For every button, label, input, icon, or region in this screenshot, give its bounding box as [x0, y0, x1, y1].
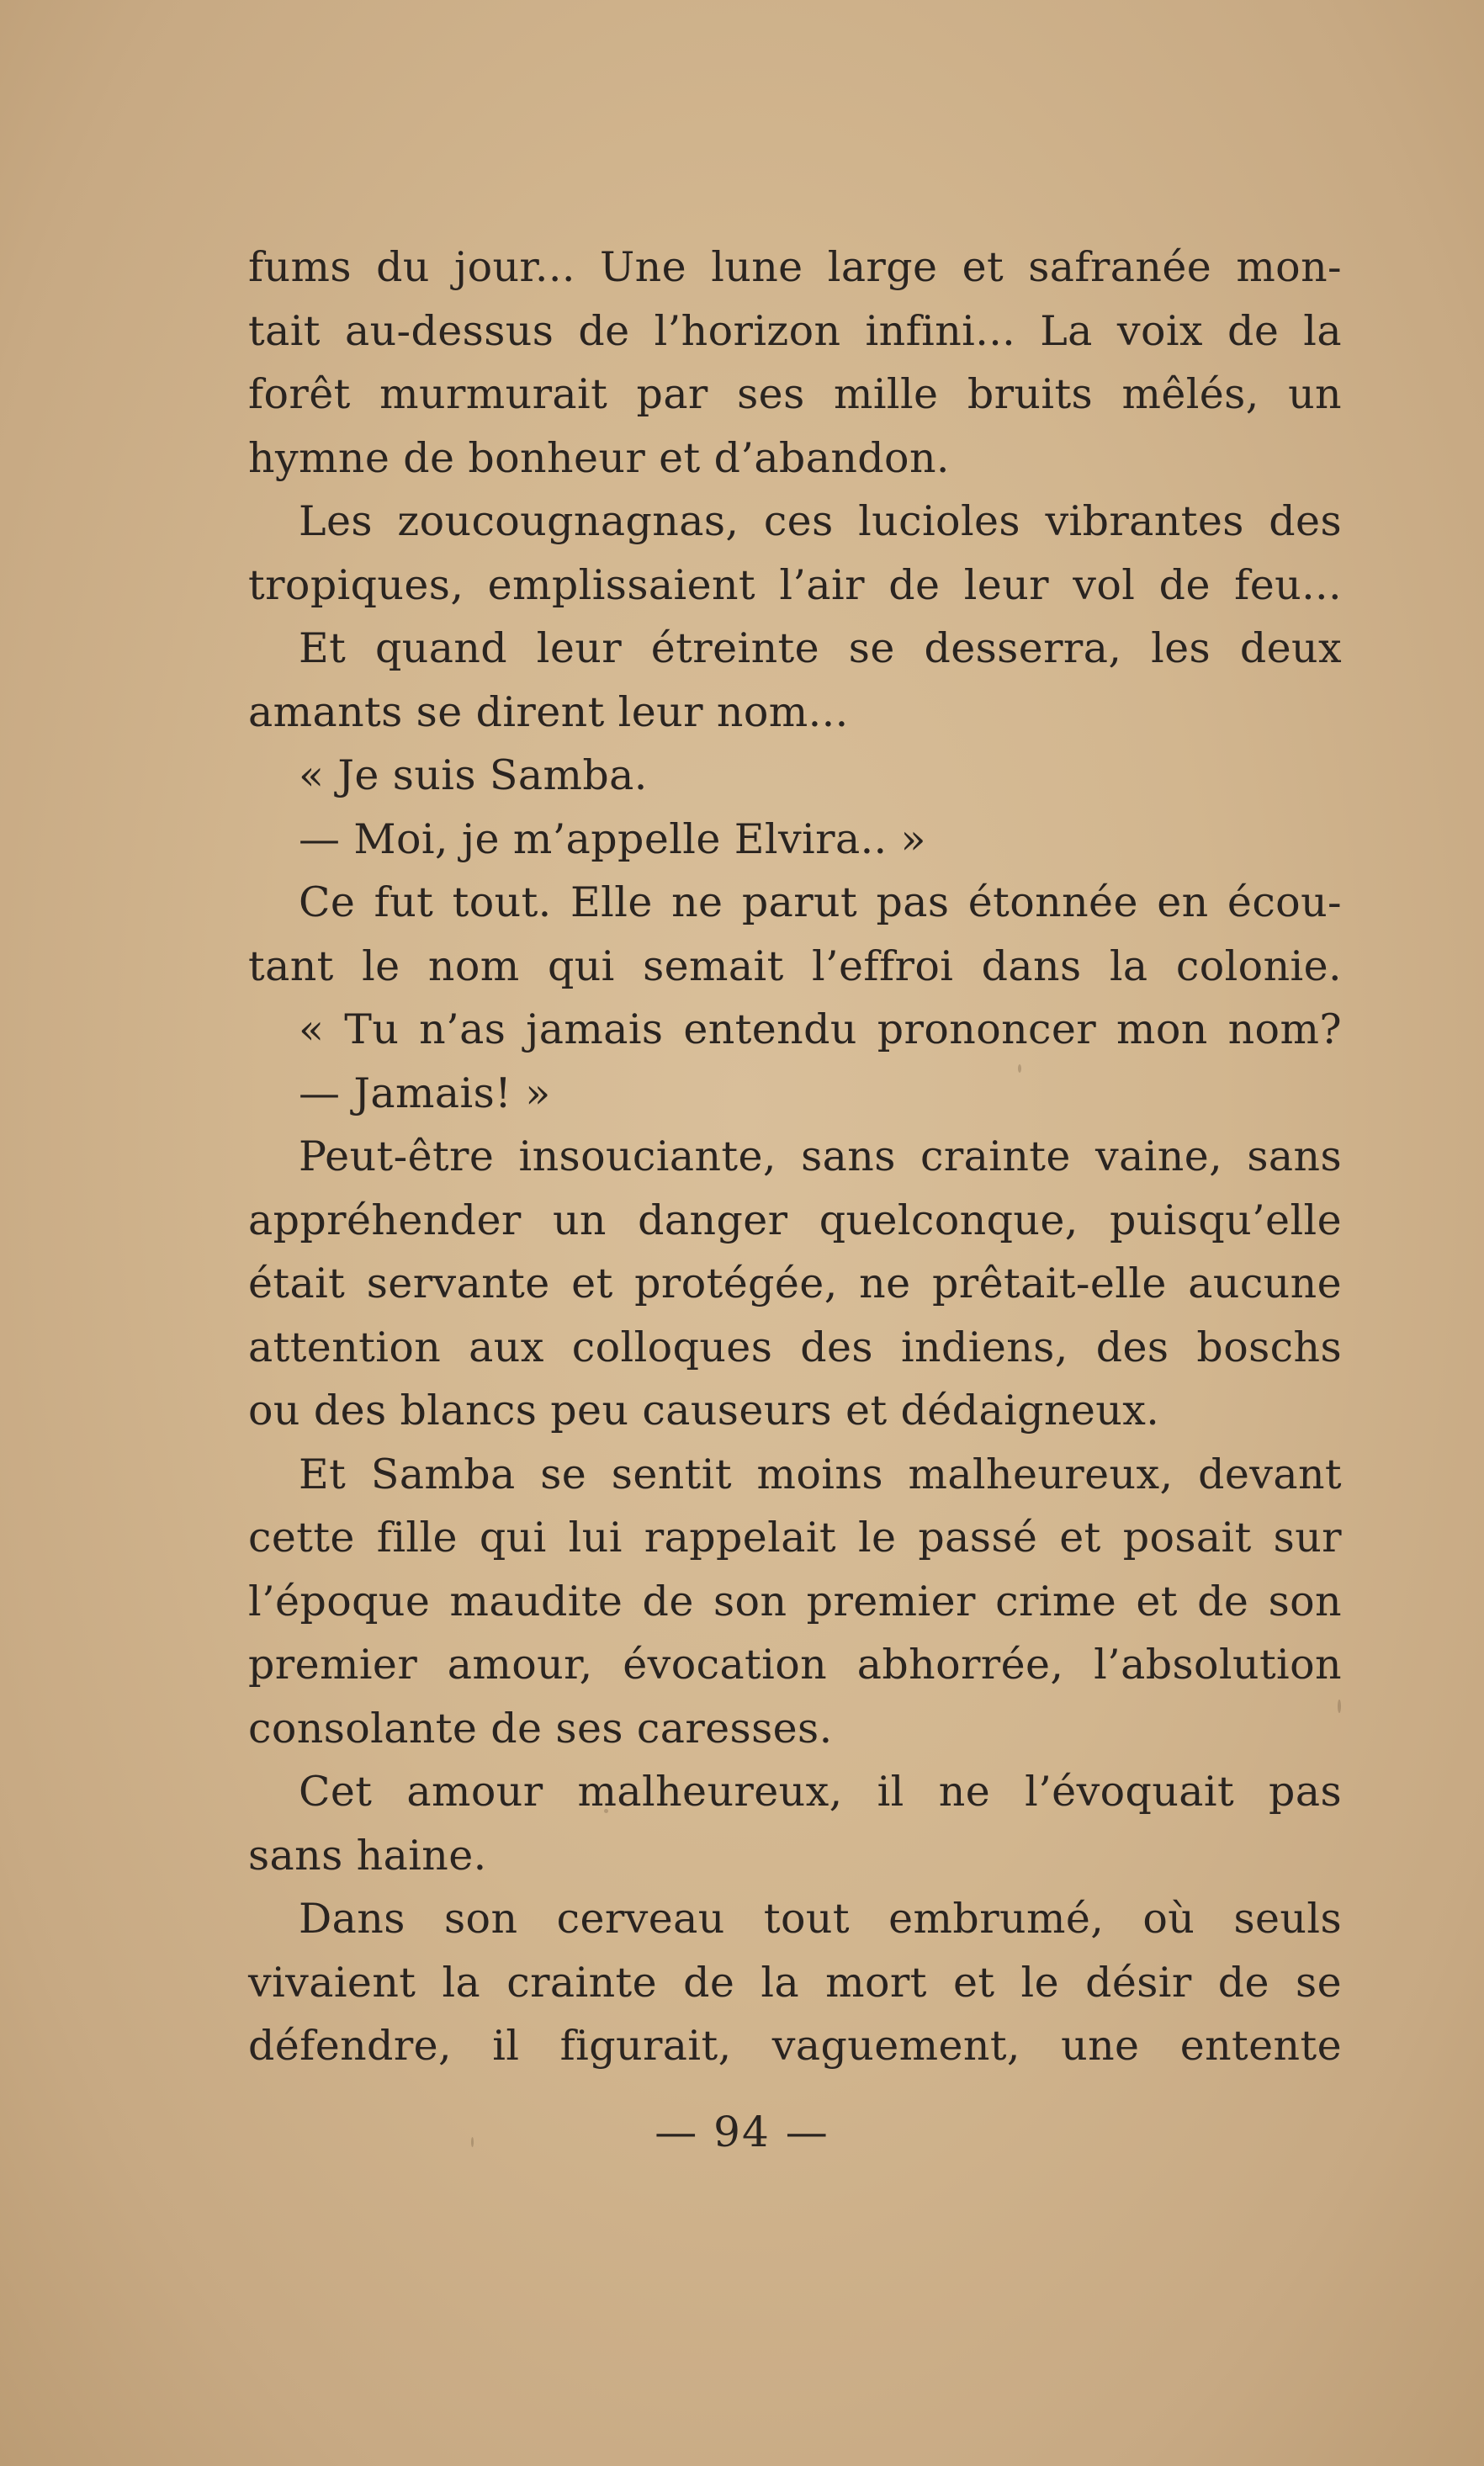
paper-speck [604, 1809, 608, 1813]
text-line: « Je suis Samba. [299, 751, 648, 799]
text-line: Cet amour malheureux, il ne l’évoquait pas [299, 1768, 1342, 1816]
text-line: Les zoucougnagnas, ces lucioles vibrantes des [299, 497, 1342, 545]
text-line: hymne de bonheur et d’abandon. [248, 433, 950, 482]
text-line: vivaient la crainte de la mort et le désir de se [248, 1958, 1342, 2007]
text-line: Dans son cerveau tout embrumé, où seuls [299, 1895, 1342, 1943]
text-line: — Moi, je m’appelle Elvira.. » [299, 814, 926, 863]
text-line: appréhender un danger quelconque, puisqu’elle [248, 1196, 1342, 1244]
body-text [248, 236, 1342, 2078]
text-line: était servante et protégée, ne prêtait-elle aucune [248, 1260, 1342, 1307]
text-line: Et Samba se sentit moins malheureux, devant [299, 1450, 1342, 1498]
text-line: forêt murmurait par ses mille bruits mêlés, un [248, 370, 1342, 418]
paper-speck [1338, 1700, 1341, 1713]
text-line: — Jamais! » [299, 1069, 551, 1117]
text-line: défendre, il figurait, vaguement, une entente [248, 2022, 1342, 2070]
paper-speck [471, 2137, 474, 2147]
text-line: tropiques, emplissaient l’air de leur vol de feu... [248, 560, 1342, 609]
text-line: Et quand leur étreinte se desserra, les deux [299, 624, 1342, 672]
text-line: sans haine. [248, 1831, 487, 1880]
text-line: cette fille qui lui rappelait le passé et posait sur [248, 1514, 1342, 1562]
text-line: attention aux colloques des indiens, des boschs [248, 1323, 1342, 1371]
text-line: l’époque maudite de son premier crime et de son [248, 1577, 1342, 1625]
text-line: Ce fut tout. Elle ne parut pas étonnée en écou- [299, 878, 1342, 926]
text-line: tait au-dessus de l’horizon infini... La voix de la [248, 306, 1342, 355]
text-line: fums du jour... Une lune large et safranée mon- [248, 243, 1342, 291]
text-line: ou des blancs peu causeurs et dédaigneux. [248, 1387, 1160, 1435]
text-line: Peut-être insouciante, sans crainte vaine, sans [299, 1132, 1342, 1180]
text-line: amants se dirent leur nom... [248, 687, 849, 736]
text-line: tant le nom qui semait l’effroi dans la colonie. [248, 941, 1342, 990]
text-line: consolante de ses caresses. [248, 1704, 833, 1753]
paper-speck [1018, 1064, 1021, 1073]
page-number: — 94 — [655, 2108, 829, 2156]
text-line: premier amour, évocation abhorrée, l’absolution [248, 1641, 1342, 1689]
text-line: « Tu n’as jamais entendu prononcer mon nom? [299, 1005, 1342, 1053]
